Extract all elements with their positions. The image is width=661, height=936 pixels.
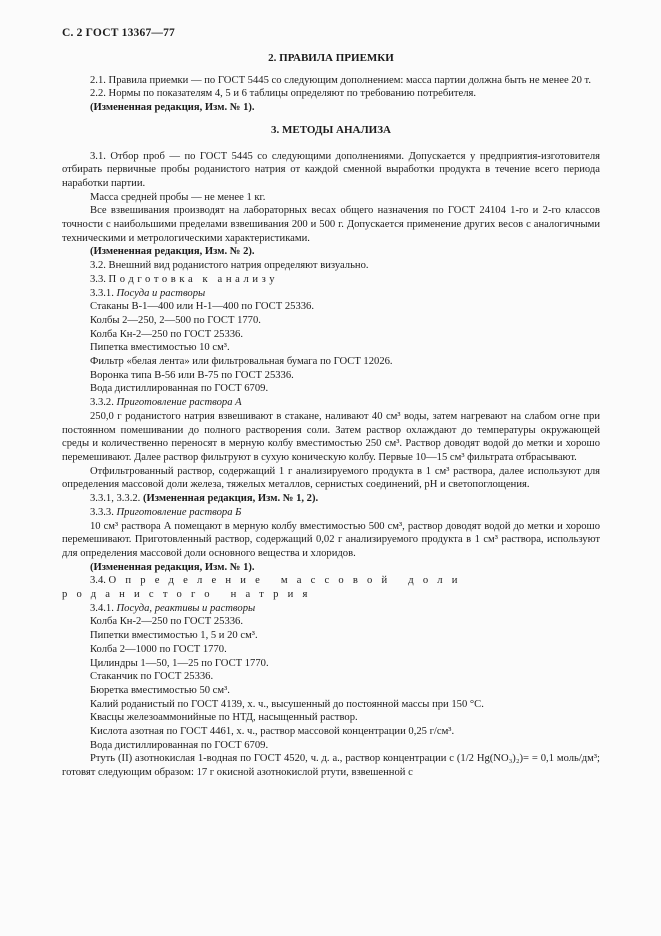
clause-number: 3.3.1. <box>90 287 114 299</box>
clause-number: 3.3.2. <box>90 397 114 409</box>
paragraph-2-1: 2.1. Правила приемки — по ГОСТ 5445 со следующим дополнением: масса партии должна быть не менее 20 т. <box>90 74 592 86</box>
subsection-3-4 <box>62 574 600 601</box>
list-item: Стаканчик по ГОСТ 25336. <box>90 671 214 683</box>
list-item: Воронка типа В-56 или В-75 по ГОСТ 25336. <box>90 369 294 381</box>
list-item: Цилиндры 1—50, 1—25 по ГОСТ 1770. <box>90 657 269 669</box>
list-item: Пипетки вместимостью 1, 5 и 20 см³. <box>90 630 258 642</box>
list-item: Стаканы В-1—400 или Н-1—400 по ГОСТ 25336. <box>90 301 314 313</box>
amendment-note: (Измененная редакция, Изм. № 1, 2). <box>142 493 319 505</box>
amendment-note-3-3 <box>62 492 600 506</box>
list-item: Калий роданистый по ГОСТ 4139, х. ч., высушенный до постоянной массы при 150 °С. <box>90 698 484 710</box>
list-item: Колба Кн-2—250 по ГОСТ 25336. <box>90 616 243 628</box>
clause-number: 3.3. <box>90 273 106 285</box>
section-2-title: 2. ПРАВИЛА ПРИЕМКИ <box>268 52 394 64</box>
paragraph-weighing: Все взвешивания производят на лабораторных весах общего назначения по ГОСТ 24104 1-го и 2-го классов точности с наибольшими пределами взвешивания 200 и 500 г. Допускается применение других весов с аналогичными техническими и метрологическими характеристиками. <box>62 205 600 244</box>
list-item: Кислота азотная по ГОСТ 4461, х. ч., раствор массовой концентрации 0,25 г/см³. <box>90 726 455 738</box>
paragraph-3-1: 3.1. Отбор проб — по ГОСТ 5445 со следующими дополнениями. Допускается у предприятия-изготовителя отбирать первичные пробы роданистого натрия от каждой сменной выработки продукта в течение всего периода наработки партии. <box>62 150 600 189</box>
clause-number: 3.3.3. <box>90 506 114 518</box>
paragraph-solution-a: 250,0 г роданистого натрия взвешивают в стакане, наливают 40 см³ воды, затем нагревают на слабом огне при постоянном помешивании до полного растворения соли. Затем раствор охлаждают до температуры окружающей среды и количественно переносят в мерную колбу вместимостью 250 см³. Раствор доводят водой до метки и хорошо перемешивают. Далее раствор фильтруют в сухую коническую колбу. Первые 10—15 см³ фильтрата отбрасывают. <box>62 410 600 463</box>
paragraph-3-2: 3.2. Внешний вид роданистого натрия определяют визуально. <box>90 260 369 272</box>
subsection-title: Посуда, реактивы и растворы <box>116 602 256 614</box>
subsection-title: Определение массовой доли роданистого натрия <box>62 575 467 601</box>
list-item: Пипетка вместимостью 10 см³. <box>90 342 230 354</box>
section-3-title: 3. МЕТОДЫ АНАЛИЗА <box>271 123 391 136</box>
list-item: Колба 2—1000 по ГОСТ 1770. <box>90 643 227 655</box>
list-item: Фильтр «белая лента» или фильтровальная бумага по ГОСТ 12026. <box>90 356 393 368</box>
subsection-3-3-1 <box>62 287 600 301</box>
document-body <box>62 52 600 780</box>
subsection-3-3-3 <box>62 506 600 520</box>
clause-number: 3.3.1, 3.3.2. <box>90 493 141 505</box>
subsection-title: Приготовление раствора Б <box>116 506 242 518</box>
subsection-title: Приготовление раствора А <box>116 397 242 409</box>
page-header: С. 2 ГОСТ 13367—77 <box>62 27 175 39</box>
list-item: Колба Кн-2—250 по ГОСТ 25336. <box>90 328 243 340</box>
paragraph-solution-b: 10 см³ раствора А помещают в мерную колбу вместимостью 500 см³, раствор доводят водой до метки и хорошо перемешивают. Приготовленный раствор, содержащий 0,02 г анализируемого продукта в 1 см³ раствора, используют для определения массовой доли основного вещества и хлоридов. <box>62 520 600 559</box>
amendment-note: (Измененная редакция, Изм. № 1). <box>90 561 255 573</box>
list-item: Вода дистиллированная по ГОСТ 6709. <box>90 383 269 395</box>
paragraph-sample-mass: Масса средней пробы — не менее 1 кг. <box>90 191 266 203</box>
list-item: Бюретка вместимостью 50 см³. <box>90 684 230 696</box>
list-item: Колбы 2—250, 2—500 по ГОСТ 1770. <box>90 314 261 326</box>
subsection-title: Подготовка к анализу <box>108 273 279 285</box>
list-item: Квасцы железоаммонийные по НТД, насыщенный раствор. <box>90 712 358 724</box>
paragraph-2-2: 2.2. Нормы по показателям 4, 5 и 6 таблицы определяют по требованию потребителя. <box>90 88 477 100</box>
clause-number: 3.4.1. <box>90 602 114 614</box>
subsection-3-3 <box>62 273 600 287</box>
amendment-note: (Измененная редакция, Изм. № 1). <box>90 102 255 114</box>
list-item: Вода дистиллированная по ГОСТ 6709. <box>90 739 269 751</box>
subsection-3-3-2 <box>62 396 600 410</box>
subsection-title: Посуда и растворы <box>116 287 206 299</box>
clause-number: 3.4. <box>90 575 106 587</box>
amendment-note: (Измененная редакция, Изм. № 2). <box>90 246 255 258</box>
paragraph-filtered-solution: Отфильтрованный раствор, содержащий 1 г анализируемого продукта в 1 см³ раствора, далее используют для определения массовой доли железа, тяжелых металлов, сернистых соединений, pH и светопоглощения. <box>62 465 600 491</box>
paragraph-mercury-nitrate: Ртуть (II) азотнокислая 1-водная по ГОСТ 4520, ч. д. а., раствор концентрации с (1/2 Hg(NO₃)₂)= = 0,1 моль/дм³; готовят следующим образом: 17 г окисной азотнокислой ртути, взвешенной с <box>62 753 600 779</box>
subsection-3-4-1 <box>62 602 600 616</box>
